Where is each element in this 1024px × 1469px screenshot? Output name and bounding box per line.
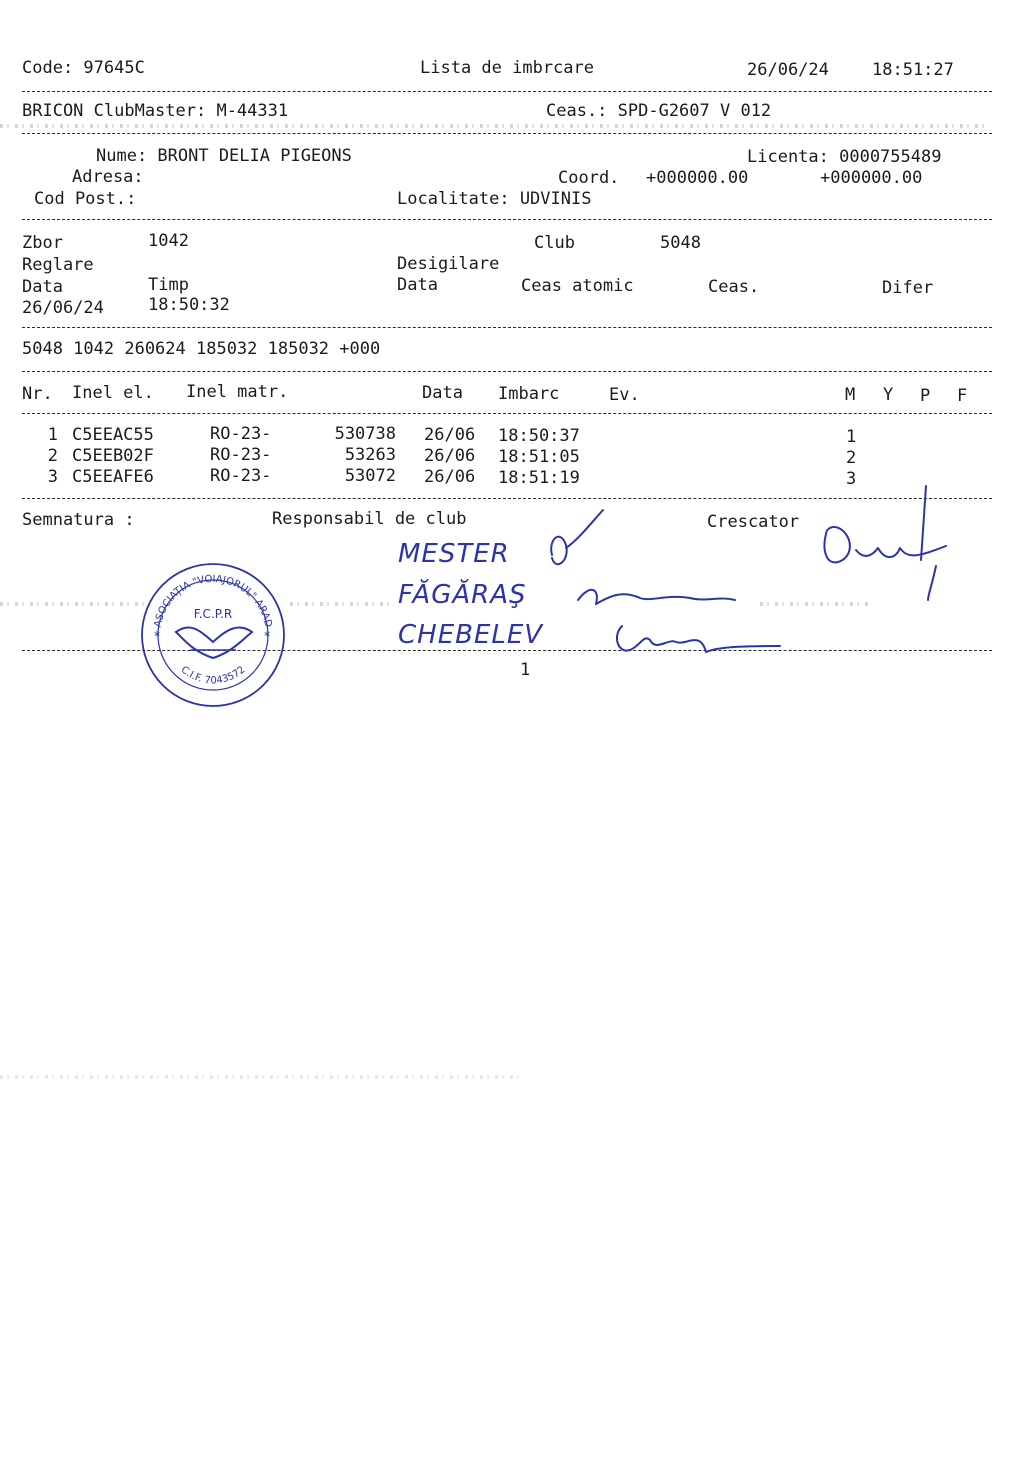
stamp-star-right: *: [264, 629, 270, 643]
stamp-center-text: F.C.P.R: [193, 607, 233, 621]
member-postcode: Cod Post.:: [34, 189, 137, 209]
col-y: Y: [883, 385, 894, 405]
member-locality: Localitate: UDVINIS: [397, 189, 592, 209]
row-nr: 1: [47, 425, 58, 445]
row-inel-el: C5EEAC55: [72, 425, 154, 445]
difer-label: Difer: [882, 278, 934, 298]
coord-label: Coord.: [558, 168, 620, 188]
clock-id: Ceas.: SPD-G2607 V 012: [546, 101, 772, 121]
club-responsible-label: Responsabil de club: [272, 509, 467, 529]
col-nr: Nr.: [22, 384, 53, 404]
timp-value: 18:50:32: [148, 295, 230, 315]
col-ev: Ev.: [609, 385, 640, 405]
col-m: M: [845, 385, 856, 405]
row-time: 18:51:05: [498, 447, 580, 467]
timp-label: Timp: [148, 275, 189, 295]
row-matr: 530738: [334, 424, 396, 444]
col-imbarc: Imbarc: [498, 384, 560, 404]
row-inel-el: C5EEB02F: [72, 446, 154, 466]
club-value: 5048: [660, 233, 701, 253]
row-m: 2: [846, 448, 857, 468]
row-nr: 2: [47, 446, 58, 466]
row-prefix: RO-23-: [210, 424, 272, 444]
reglare-label: Reglare: [22, 255, 94, 275]
stamp-star-left: *: [154, 629, 160, 643]
zbor-value: 1042: [148, 231, 189, 251]
row-matr: 53072: [344, 466, 396, 486]
row-prefix: RO-23-: [210, 445, 272, 465]
member-address: Adresa:: [72, 167, 144, 187]
col-p: P: [920, 386, 931, 406]
row-time: 18:51:19: [498, 468, 580, 488]
code-line: 5048 1042 260624 185032 185032 +000: [22, 339, 381, 359]
col-data: Data: [422, 383, 463, 403]
desigilare-label: Desigilare: [397, 254, 500, 274]
data-label: Data: [22, 277, 63, 297]
stamp-top-text: ASOCIAŢIA "VOIAJORUL" ARAD: [152, 573, 274, 629]
row-matr: 53263: [344, 445, 396, 465]
row-inel-el: C5EEAFE6: [72, 467, 154, 487]
document-code: Code: 97645C: [22, 58, 145, 78]
row-m: 1: [846, 427, 857, 447]
breeder-label: Crescator: [707, 512, 800, 532]
col-inel-el: Inel el.: [72, 383, 154, 403]
document-title: Lista de imbrcare: [420, 58, 594, 78]
dove-icon: [176, 627, 252, 658]
handwritten-name-2: FĂGĂRAŞ: [398, 580, 527, 610]
row-prefix: RO-23-: [210, 466, 272, 486]
scan-noise: [0, 1075, 520, 1079]
coord-y: +000000.00: [820, 168, 923, 188]
col-inel-matr: Inel matr.: [186, 382, 289, 402]
signature-label: Semnatura :: [22, 510, 135, 530]
member-license: Licenta: 0000755489: [747, 147, 942, 167]
row-nr: 3: [47, 467, 58, 487]
handwritten-name-3: CHEBELEV: [398, 620, 544, 650]
handwritten-name-1: MESTER: [398, 539, 510, 569]
page-number: 1: [520, 660, 531, 680]
print-time: 18:51:27: [872, 60, 954, 80]
club-label: Club: [534, 233, 575, 253]
ceas-label: Ceas.: [708, 277, 760, 297]
member-name: Nume: BRONT DELIA PIGEONS: [96, 146, 352, 166]
data-label-2: Data: [397, 275, 438, 295]
row-date: 26/06: [424, 467, 476, 487]
clubmaster-id: BRICON ClubMaster: M-44331: [22, 101, 289, 121]
row-date: 26/06: [424, 425, 476, 445]
association-stamp: [138, 560, 288, 710]
stamp-bottom-text: C.I.F. 7043572: [178, 664, 248, 687]
row-date: 26/06: [424, 446, 476, 466]
print-date: 26/06/24: [747, 60, 829, 80]
row-m: 3: [846, 469, 857, 489]
coord-x: +000000.00: [646, 168, 749, 188]
col-f: F: [957, 386, 968, 406]
ceas-atomic-label: Ceas atomic: [521, 276, 634, 296]
row-time: 18:50:37: [498, 426, 580, 446]
data-value: 26/06/24: [22, 298, 104, 318]
zbor-label: Zbor: [22, 233, 63, 253]
